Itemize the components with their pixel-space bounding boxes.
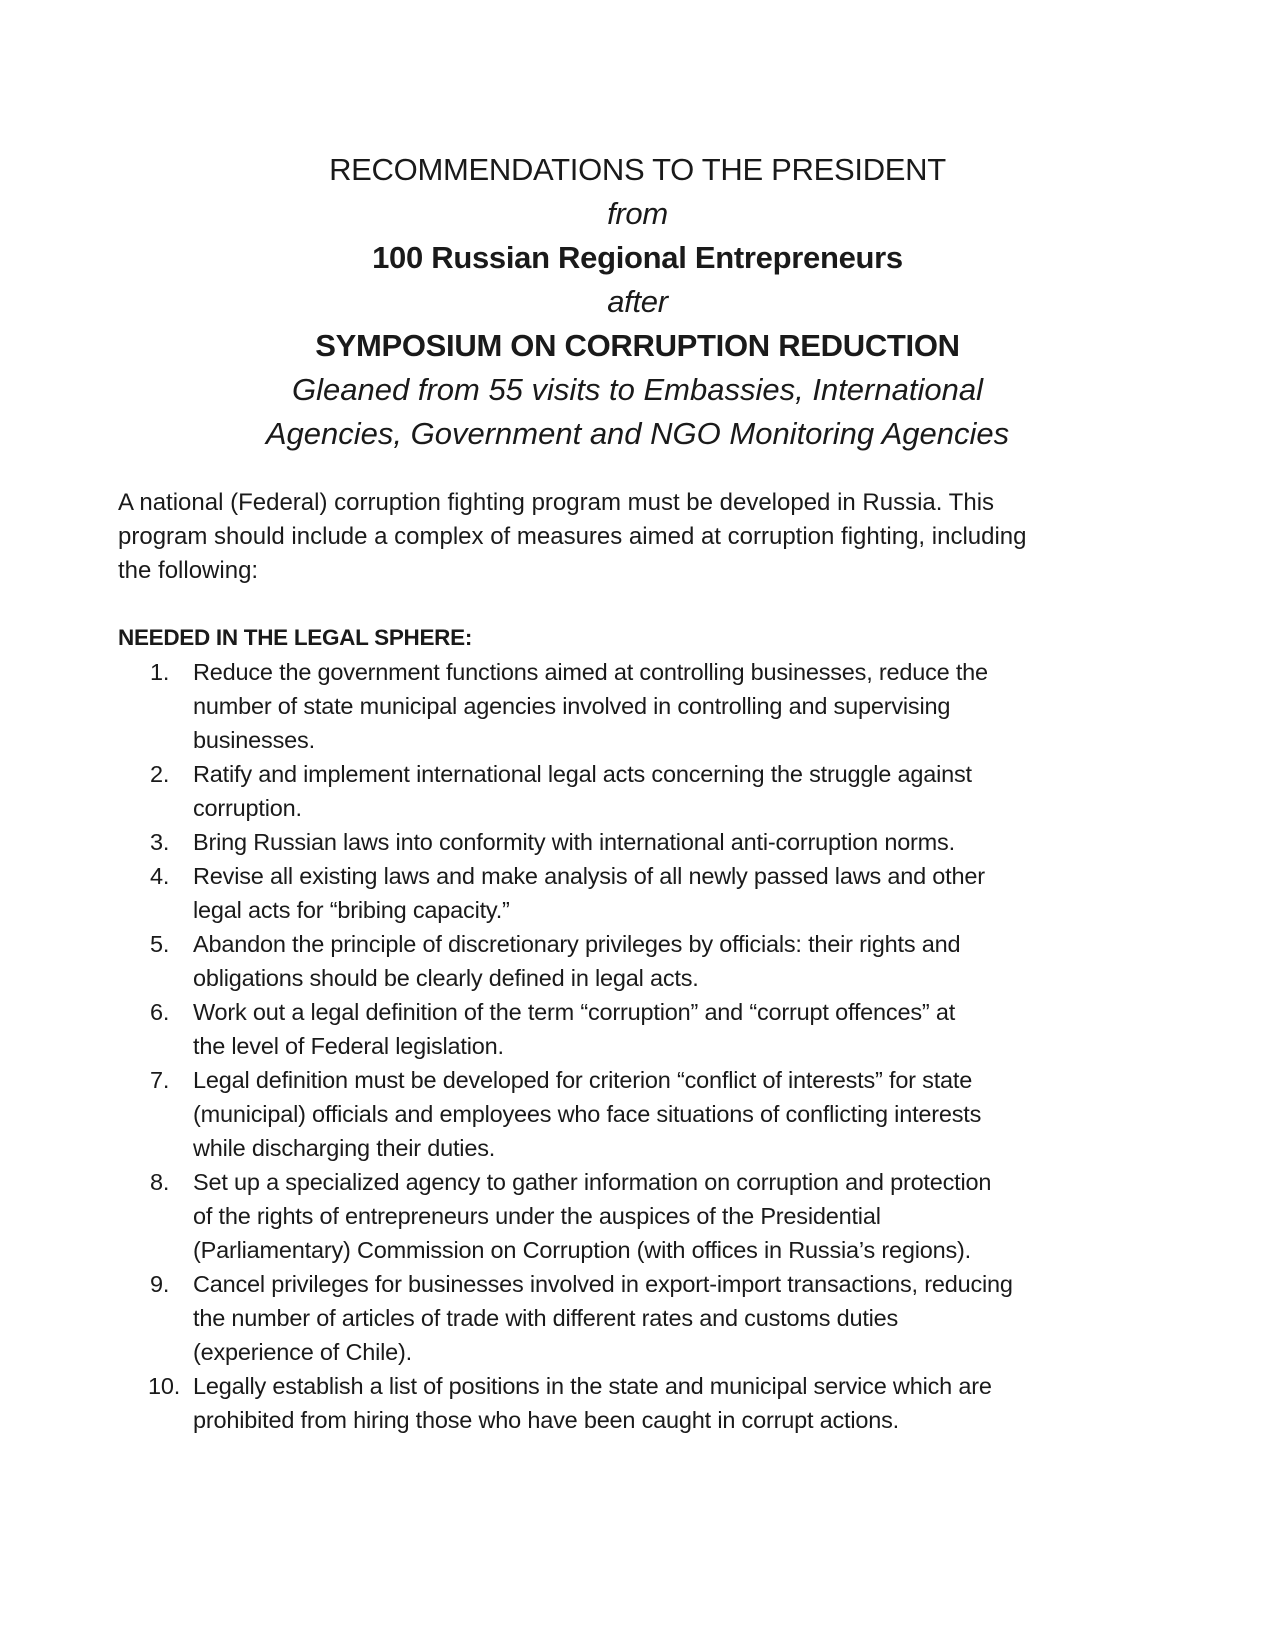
item-text-line: (experience of Chile). [193, 1339, 412, 1365]
item-text-line: obligations should be clearly defined in legal acts. [193, 965, 699, 991]
list-item [118, 1063, 1178, 1165]
item-number: 10. [148, 1373, 181, 1399]
list-item [118, 757, 1178, 825]
list-item [118, 655, 1178, 757]
legal-sphere-section [118, 621, 1178, 1437]
item-number: 1. [150, 659, 170, 685]
item-text-line: Cancel privileges for businesses involved in export-import transactions, reducing [193, 1271, 1013, 1297]
subtitle-line-1: Gleaned from 55 visits to Embassies, International [292, 372, 983, 407]
item-text-line: the number of articles of trade with different rates and customs duties [193, 1305, 899, 1331]
item-text-line: of the rights of entrepreneurs under the auspices of the Presidential [193, 1203, 881, 1229]
item-number: 3. [150, 829, 170, 855]
item-number: 5. [150, 931, 170, 957]
item-text-line: Set up a specialized agency to gather information on corruption and protection [193, 1169, 992, 1195]
intro-line: the following: [118, 557, 259, 584]
title-line-after: after [607, 284, 668, 319]
item-text-line: Revise all existing laws and make analysis of all newly passed laws and other [193, 863, 985, 889]
item-text-line: number of state municipal agencies involved in controlling and supervising [193, 693, 951, 719]
item-text-line: legal acts for “bribing capacity.” [193, 897, 510, 923]
title-line-symposium: SYMPOSIUM ON CORRUPTION REDUCTION [315, 328, 960, 363]
section-heading: NEEDED IN THE LEGAL SPHERE: [118, 625, 473, 650]
item-number: 8. [150, 1169, 170, 1195]
list-item [118, 1165, 1178, 1267]
item-number: 7. [150, 1067, 170, 1093]
item-text-line: prohibited from hiring those who have been caught in corrupt actions. [193, 1407, 899, 1433]
intro-line: A national (Federal) corruption fighting program must be developed in Russia. This [118, 489, 995, 516]
item-text-line: (municipal) officials and employees who face situations of conflicting interests [193, 1101, 982, 1127]
list-item [118, 995, 1178, 1063]
item-text-line: Bring Russian laws into conformity with international anti-corruption norms. [193, 829, 955, 855]
item-text-line: the level of Federal legislation. [193, 1033, 504, 1059]
list-item [118, 1369, 1178, 1437]
list-item [118, 825, 1178, 859]
intro-paragraph [118, 486, 1168, 588]
item-text-line: Abandon the principle of discretionary privileges by officials: their rights and [193, 931, 961, 957]
item-text-line: corruption. [193, 795, 302, 821]
item-text-line: Legally establish a list of positions in the state and municipal service which are [193, 1373, 992, 1399]
item-text-line: Legal definition must be developed for criterion “conflict of interests” for state [193, 1067, 973, 1093]
title-line-entrepreneurs: 100 Russian Regional Entrepreneurs [372, 240, 903, 275]
item-number: 9. [150, 1271, 170, 1297]
item-text-line: Work out a legal definition of the term “corruption” and “corrupt offences” at [193, 999, 956, 1025]
recommendations-list [118, 655, 1178, 1437]
title-line-recommendations: RECOMMENDATIONS TO THE PRESIDENT [329, 152, 946, 187]
item-text-line: Reduce the government functions aimed at controlling businesses, reduce the [193, 659, 988, 685]
item-text-line: Ratify and implement international legal acts concerning the struggle against [193, 761, 972, 787]
item-number: 6. [150, 999, 170, 1025]
item-number: 2. [150, 761, 170, 787]
subtitle-line-2: Agencies, Government and NGO Monitoring Agencies [265, 416, 1010, 451]
intro-line: program should include a complex of measures aimed at corruption fighting, including [118, 523, 1027, 550]
title-line-from: from [607, 196, 668, 231]
title-block [0, 148, 1275, 456]
item-number: 4. [150, 863, 170, 889]
item-text-line: (Parliamentary) Commission on Corruption (with offices in Russia’s regions). [193, 1237, 971, 1263]
item-text-line: businesses. [193, 727, 315, 753]
list-item [118, 859, 1178, 927]
item-text-line: while discharging their duties. [193, 1135, 496, 1161]
list-item [118, 1267, 1178, 1369]
list-item [118, 927, 1178, 995]
